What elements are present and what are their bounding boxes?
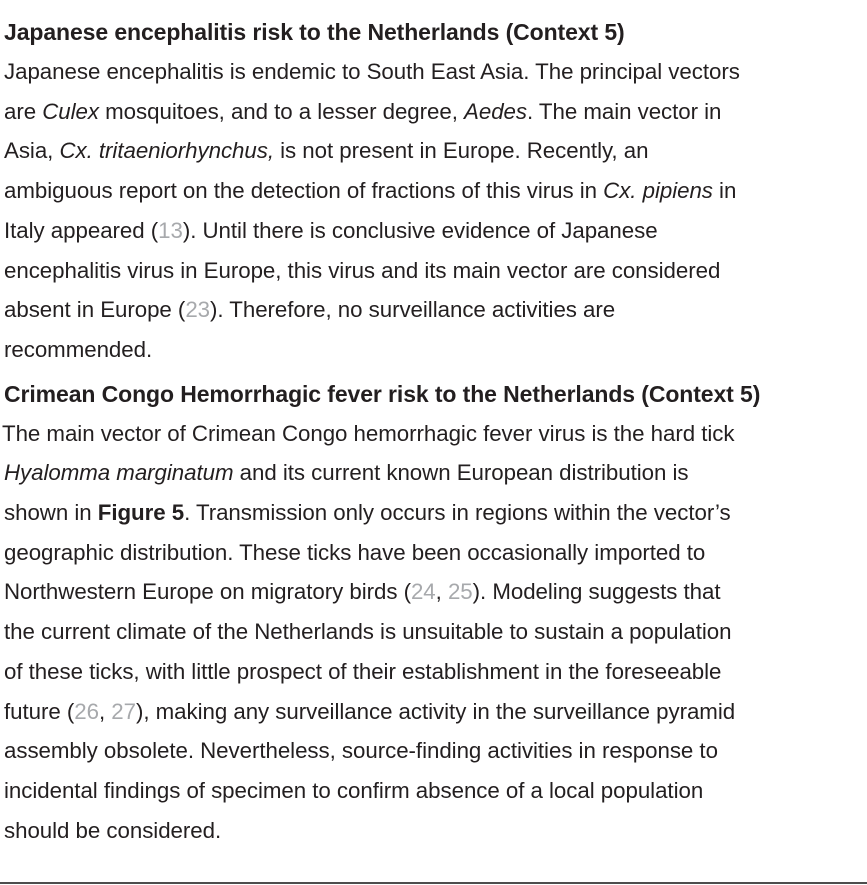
text-line [4, 811, 864, 851]
citation-link[interactable]: 24 [410, 579, 436, 605]
text-line [4, 572, 864, 612]
text-run: Northwestern Europe on migratory birds ( [4, 579, 411, 605]
bottom-rule [0, 882, 867, 884]
text-run: ambiguous report on the detection of fractions of this virus in [4, 178, 604, 204]
article-body [4, 12, 864, 850]
text-line [4, 171, 864, 211]
italic-term: Culex [42, 98, 99, 124]
text-run: ). Modeling suggests that [472, 579, 721, 605]
text-run: absent in Europe ( [4, 297, 186, 323]
text-run: Asia, [4, 138, 60, 164]
italic-term: Cx. tritaeniorhynchus, [59, 138, 274, 164]
text-run: are [4, 98, 43, 124]
text-line [4, 652, 864, 692]
text-run: recommended. [4, 336, 153, 362]
text-run: . The main vector in [527, 98, 722, 124]
text-run: The main vector of Crimean Congo hemorrhagic fever virus is the hard tick [2, 420, 735, 446]
text-line [4, 52, 864, 92]
text-run: ). Therefore, no surveillance activities are [210, 297, 616, 323]
text-line [4, 290, 864, 330]
text-run: assembly obsolete. Nevertheless, source-finding activities in response to [4, 738, 718, 764]
text-line [4, 771, 864, 811]
citation-link[interactable]: 26 [74, 698, 99, 724]
text-run: ). Until there is conclusive evidence of Japanese [182, 217, 658, 243]
text-line [4, 731, 864, 771]
text-run: shown in [4, 500, 98, 526]
text-line [4, 251, 864, 291]
citation-link[interactable]: 13 [158, 217, 183, 243]
text-line [4, 493, 864, 533]
italic-term: Hyalomma marginatum [4, 460, 234, 486]
text-run: and its current known European distribution is [233, 460, 689, 486]
text-line [4, 692, 864, 732]
citation-link[interactable]: 23 [185, 297, 211, 323]
italic-term: Cx. pipiens [603, 178, 713, 204]
text-run: . Transmission only occurs in regions within the vector’s [184, 500, 731, 526]
text-run: Italy appeared ( [4, 217, 159, 243]
text-run: incidental findings of specimen to confirm absence of a local population [4, 777, 704, 803]
text-run: of these ticks, with little prospect of their establishment in the foreseeable [4, 658, 722, 684]
text-run: future ( [4, 698, 75, 724]
text-line [4, 533, 864, 573]
section-heading: Crimean Congo Hemorrhagic fever risk to the Netherlands (Context 5) [4, 380, 761, 407]
text-line [2, 414, 864, 454]
text-line [4, 92, 864, 132]
text-run: encephalitis virus in Europe, this virus and its main vector are considered [4, 257, 721, 283]
section-crimean-congo-hemorrhagic-fever [4, 374, 864, 851]
text-run: Japanese encephalitis is endemic to South East Asia. The principal vectors [4, 59, 740, 84]
text-run: , [435, 579, 448, 605]
text-run: mosquitoes, and to a lesser degree, [99, 98, 465, 124]
text-line [4, 211, 864, 251]
text-line [4, 330, 864, 370]
section-heading: Japanese encephalitis risk to the Netherlands (Context 5) [4, 19, 625, 45]
italic-term: Aedes [464, 98, 528, 124]
text-run: in [712, 178, 737, 204]
section-paragraph [4, 52, 864, 370]
text-line [4, 131, 864, 171]
text-run: the current climate of the Netherlands is unsuitable to sustain a population [4, 619, 732, 645]
citation-link[interactable]: 25 [447, 579, 473, 605]
text-run: , [98, 698, 112, 724]
text-run: should be considered. [4, 817, 222, 843]
figure-reference-link[interactable]: Figure 5 [97, 500, 185, 526]
citation-link[interactable]: 27 [111, 698, 136, 724]
text-run: geographic distribution. These ticks have been occasionally imported to [4, 539, 706, 565]
section-japanese-encephalitis [4, 12, 864, 370]
text-run: is not present in Europe. Recently, an [274, 138, 649, 164]
section-paragraph [4, 414, 864, 851]
text-line [4, 612, 864, 652]
text-line [4, 453, 864, 493]
text-run: ), making any surveillance activity in the surveillance pyramid [135, 698, 736, 724]
